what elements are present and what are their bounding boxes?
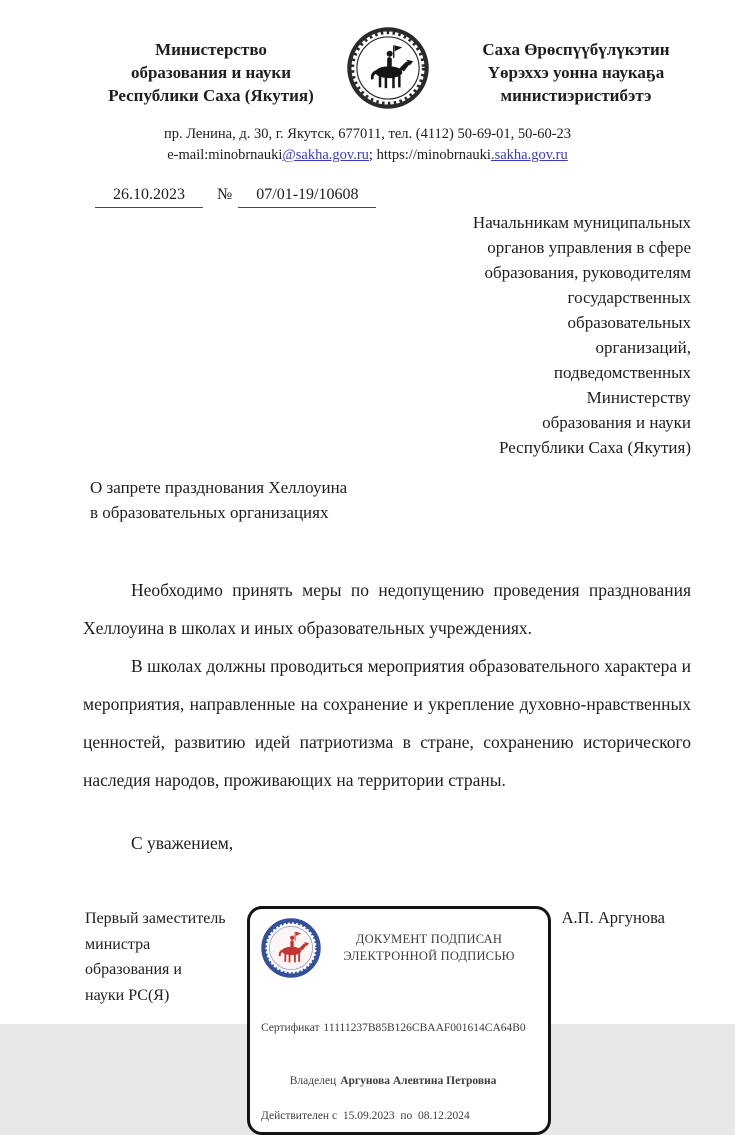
stamp-title-line: ДОКУМЕНТ ПОДПИСАН — [355, 932, 503, 946]
certificate-label: Сертификат — [261, 1022, 320, 1034]
recipient-line: подведомственных — [553, 363, 691, 382]
recipient-line: органов управления в сфере — [487, 238, 691, 257]
body-paragraph: Необходимо принять меры по недопущению проведения празднования Хеллоуина в школах и иных образовательных учреждениях. — [83, 580, 691, 638]
owner-name: Аргунова Алевтина Петровна — [340, 1074, 497, 1087]
signature-row — [85, 906, 697, 1135]
owner-label: Владелец — [289, 1074, 337, 1087]
horse-rider-emblem-icon — [346, 26, 430, 110]
letter-date: 26.10.2023 — [95, 186, 203, 208]
certificate-owner-line — [261, 1055, 537, 1108]
recipient-line: государственных — [567, 288, 691, 307]
certificate-value: 11111237B85B126CBAAF001614CA64B0 — [323, 1022, 526, 1034]
email-web-line — [0, 145, 735, 166]
letter-body — [83, 571, 691, 799]
recipient-line: Начальникам муниципальных — [472, 213, 691, 232]
recipient-line: Министерству — [586, 388, 691, 407]
letterhead — [0, 0, 735, 110]
recipient-block — [391, 210, 691, 460]
email-link[interactable]: @sakha.gov.ru — [282, 147, 369, 163]
body-paragraph: В школах должны проводиться мероприятия образовательного характера и мероприятия, направленные на сохранение и укрепление духовно-нравственных ценностей, развитию идей патриотизма в стране, сохранению исторического наследия народов, проживающих на территории страны. — [83, 656, 691, 790]
signer-position-line: образования и — [85, 961, 182, 978]
certificate-validity-line: Действителен с 15.09.2023 по 08.12.2024 — [261, 1109, 470, 1122]
number-sign: № — [217, 186, 233, 203]
postal-address: пр. Ленина, д. 30, г. Якутск, 677011, тел. (4112) 50-69-01, 50-60-23 — [163, 126, 572, 142]
signer-position-line: науки РС(Я) — [85, 986, 170, 1004]
org-name-ru-line: Республики Саха (Якутия) — [108, 86, 314, 105]
site-link[interactable]: .sakha.gov.ru — [490, 147, 568, 163]
recipient-line: организаций, — [595, 338, 691, 357]
org-name-sakha-line: министиэристибэтэ — [500, 86, 652, 105]
signer-position-line: Первый заместитель — [85, 910, 226, 927]
signer-position — [85, 906, 237, 1008]
site-prefix: https://minobrnauki — [376, 147, 491, 163]
recipient-line: образовательных — [567, 313, 691, 332]
org-name-sakha — [448, 26, 704, 107]
contact-block — [0, 124, 735, 166]
letter-number: 07/01-19/10608 — [238, 186, 376, 208]
coat-of-arms-seal — [340, 26, 436, 110]
subject-line: в образовательных организациях — [90, 502, 329, 522]
subject-line: О запрете празднования Хеллоуина — [90, 478, 348, 497]
digital-signature-stamp — [247, 906, 551, 1135]
certificate-details — [261, 985, 537, 1125]
signer-name: А.П. Аргунова — [561, 908, 665, 927]
org-name-sakha-line: Үөрэххэ уонна наукаҕа — [487, 63, 665, 82]
certificate-number-line — [261, 985, 537, 1055]
horse-rider-emblem-color-icon — [261, 918, 321, 978]
stamp-title — [321, 931, 537, 965]
closing-salutation: С уважением, — [131, 833, 234, 853]
signer-position-line: министра — [85, 935, 151, 953]
recipient-line: Республики Саха (Якутия) — [498, 438, 691, 457]
reference-row — [95, 186, 735, 208]
recipient-line: образования, руководителям — [484, 263, 691, 282]
separator-text: ; — [368, 147, 377, 163]
org-name-russian — [86, 26, 336, 107]
recipient-line: образования и науки — [542, 413, 691, 432]
org-name-ru-line: образования и науки — [130, 63, 292, 82]
email-prefix: e-mail:minobrnauki — [167, 147, 283, 163]
org-name-ru-line: Министерство — [155, 40, 267, 59]
stamp-header — [261, 918, 537, 978]
stamp-title-line: ЭЛЕКТРОННОЙ ПОДПИСЬЮ — [343, 949, 515, 963]
org-name-sakha-line: Саха Өрөспүүбүлүкэтин — [482, 40, 670, 59]
subject-block — [90, 476, 735, 525]
